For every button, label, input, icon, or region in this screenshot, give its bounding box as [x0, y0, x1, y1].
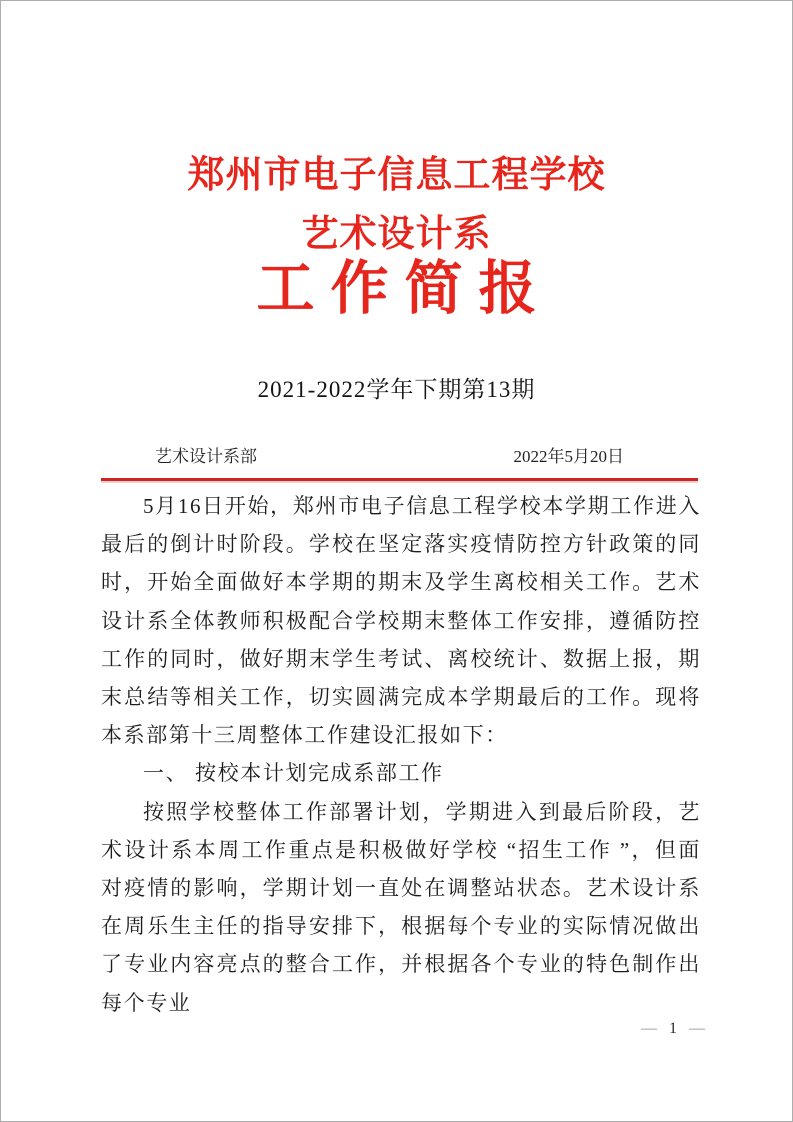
page-number — [641, 1019, 707, 1039]
body-paragraph: 按照学校整体工作部署计划，学期进入到最后阶段，艺术设计系本周工作重点是积极做好学校 “招生工作 ”，但面对疫情的影响，学期计划一直处在调整站状态。艺术设计系在周乐生主任的指导安排下，根据每个专业的实际情况做出了专业内容亮点的整合工作，并根据各个专业的特色制作出每个专业 — [101, 799, 701, 1015]
page-number-right-dash: — — [689, 1020, 707, 1037]
issue-date-label: 2022年5月20日 — [513, 447, 624, 466]
school-title: 郑州市电子信息工程学校 — [187, 154, 606, 195]
bulletin-title: 工作简报 — [256, 254, 553, 322]
department-title: 艺术设计系 — [301, 213, 492, 254]
page-number-left-dash: — — [641, 1020, 659, 1037]
body-paragraph: 5月16日开始，郑州市电子信息工程学校本学期工作进入最后的倒计时阶段。学校在坚定落实疫情防控方针政策的同时，开始全面做好本学期的期末及学生离校相关工作。艺术设计系全体教师积极配合学校期末整体工作安排，遵循防控工作的同时，做好期末学生考试、离校统计、数据上报，期末总结等相关工作，切实圆满完成本学期最后的工作。现将本系部第十三周整体工作建设汇报如下： — [101, 494, 701, 748]
issue-number-line: 2021-2022学年下期第13期 — [257, 377, 536, 402]
header-divider-rule — [101, 478, 698, 481]
issuing-department-label: 艺术设计系部 — [155, 447, 257, 466]
meta-row — [101, 447, 698, 467]
page-number-value: 1 — [669, 1020, 679, 1037]
section-heading: 一、 按校本计划完成系部工作 — [143, 761, 444, 786]
document-body — [101, 487, 701, 1022]
